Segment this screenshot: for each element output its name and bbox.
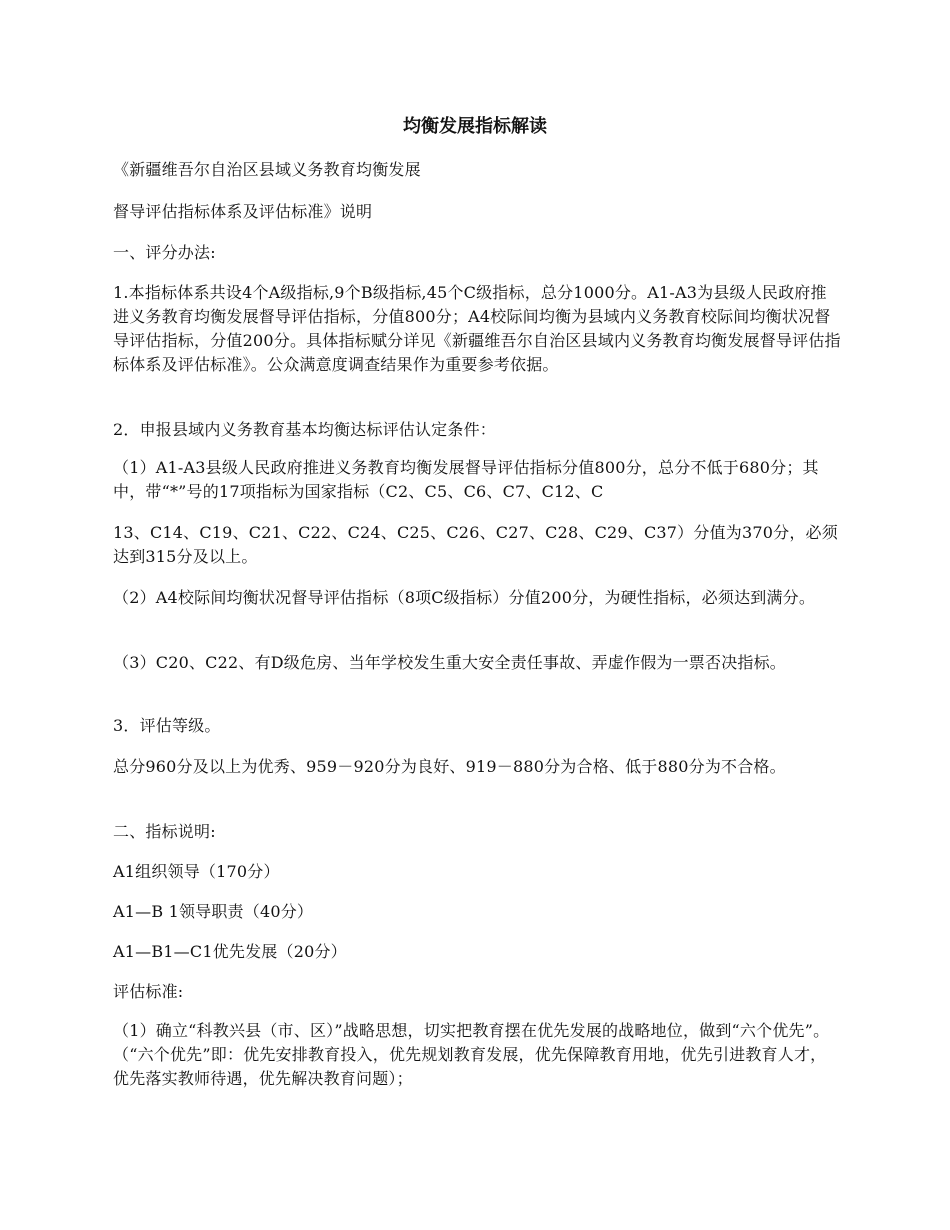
document-title: 均衡发展指标解读 <box>403 116 547 137</box>
paragraph-rating-levels: 3．评估等级。 <box>113 716 221 735</box>
indicator-a1-b1: A1—B 1领导职责（40分） <box>113 902 314 921</box>
evaluation-standard-item-1: （1）确立“科教兴县（市、区）”战略思想，切实把教育摆在优先发展的战略地位，做到“六个优先”。（“六个优先”即：优先安排教育投入，优先规划教育发展，优先保障教育用地，优先引进教育人才，优先落实教师待遇，优先解决教育问题）； <box>113 1021 830 1088</box>
indicator-a1-b1-c1: A1—B1—C1优先发展（20分） <box>113 942 347 961</box>
paragraph-heading-line-2: 督导评估指标体系及评估标准》说明 <box>113 202 373 221</box>
paragraph-rating-detail: 总分960分及以上为优秀、959－920分为良好、919－880分为合格、低于880分为不合格。 <box>113 757 786 776</box>
paragraph-condition-1-continued: 13、C14、C19、C21、C22、C24、C25、C26、C27、C28、C29、C37）分值为370分，必须达到315分及以上。 <box>113 523 838 566</box>
paragraph-condition-3: （3）C20、C22、有D级危房、当年学校发生重大安全责任事故、弄虚作假为一票否决指标。 <box>113 653 787 672</box>
paragraph-heading-line-1: 《新疆维吾尔自治区县域义务教育均衡发展 <box>113 160 421 179</box>
paragraph-condition-1: （1）A1-A3县级人民政府推进义务教育均衡发展督导评估指标分值800分，总分不低于680分；其中，带“*”号的17项指标为国家指标（C2、C5、C6、C7、C12、C <box>113 458 819 501</box>
section-indicator-description: 二、指标说明: <box>113 822 216 841</box>
evaluation-standard-label: 评估标准: <box>113 982 184 1001</box>
paragraph-condition-2: （2）A4校际间均衡状况督导评估指标（8项C级指标）分值200分，为硬性指标，必须达到满分。 <box>113 588 816 607</box>
paragraph-scoring-item-1: 1.本指标体系共设4个A级指标,9个B级指标,45个C级指标，总分1000分。A1-A3为县级人民政府推进义务教育均衡发展督导评估指标，分值800分；A4校际间均衡为县域内义务教育校际间均衡状况督导评估指标，分值200分。具体指标赋分详见《新疆维吾尔自治区县域内义务教育均衡发展督导评估指标体系及评估标准》。公众满意度调查结果作为重要参考依据。 <box>113 283 841 374</box>
paragraph-scoring-item-2: 2．申报县域内义务教育基本均衡达标评估认定条件： <box>113 420 496 439</box>
indicator-a1: A1组织领导（170分） <box>113 862 280 881</box>
section-scoring-method: 一、评分办法: <box>113 243 216 262</box>
